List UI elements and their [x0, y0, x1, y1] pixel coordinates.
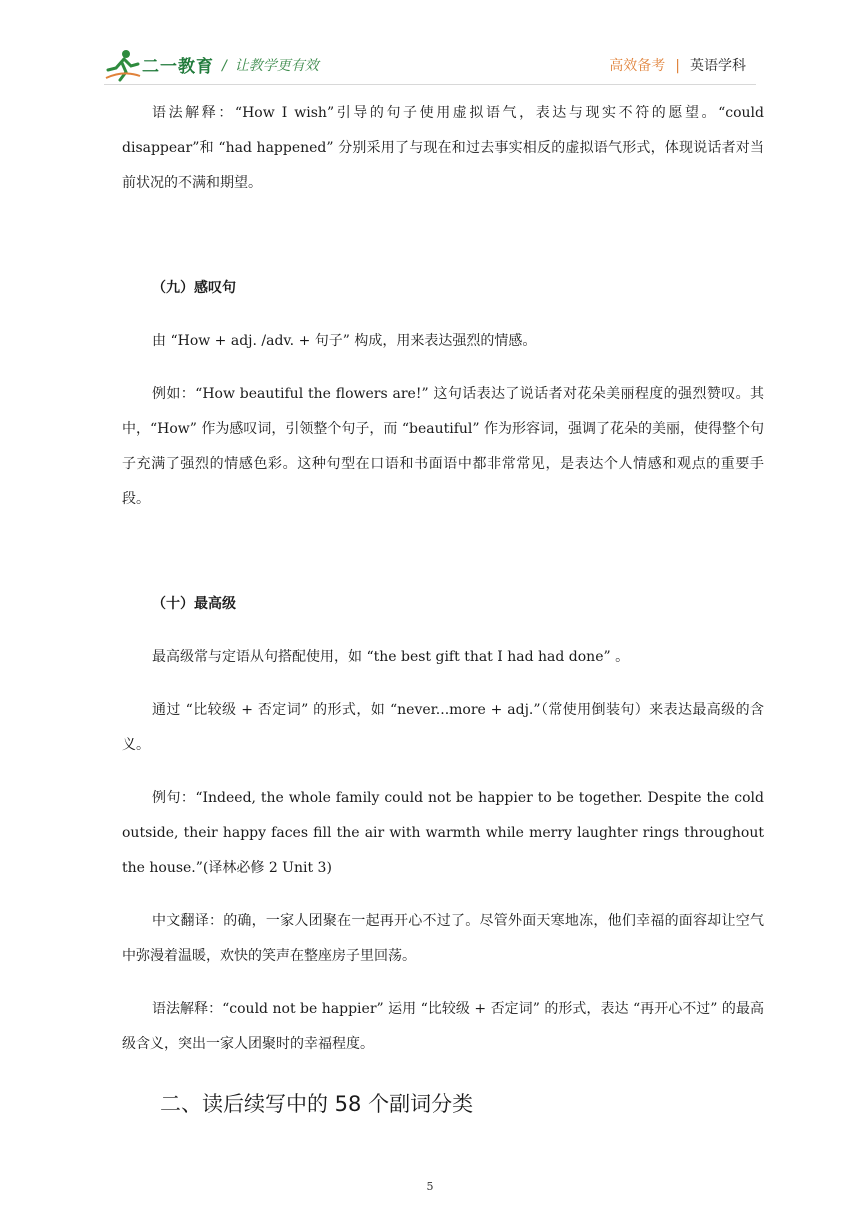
- spacer: [122, 675, 764, 693]
- page-header: [0, 0, 860, 90]
- page-content: [122, 96, 764, 1124]
- paragraph-grammar-happier: 语法解释：“could not be happier” 运用 “比较级 + 否定词” 的形式，表达 “再开心不过” 的最高级含义，突出一家人团聚时的幸福程度。: [122, 1001, 764, 1052]
- spacer: [122, 306, 764, 324]
- paragraph-grammar-wish: 语法解释：“How I wish”引导的句子使用虚拟语气，表达与现实不符的愿望。“could disappear”和 “had happened” 分别采用了与现在和过去事实相反的虚拟语气形式，体现说话者对当前状况的不满和期望。: [122, 105, 764, 191]
- paragraph-superlative-clause: 最高级常与定语从句搭配使用，如 “the best gift that I had had done” 。: [152, 649, 630, 665]
- spacer: [122, 1062, 764, 1084]
- spacer: [122, 886, 764, 904]
- section-title: 二、读后续写中的 58 个副词分类: [160, 1092, 474, 1116]
- paragraph-translation: 中文翻译：的确，一家人团聚在一起再开心不过了。尽管外面天寒地冻，他们幸福的面容却让空气中弥漫着温暖，欢快的笑声在整座房子里回荡。: [122, 913, 764, 964]
- paragraph-comparative-negative: 通过 “比较级 + 否定词” 的形式，如 “never...more + adj.”（常使用倒装句）来表达最高级的含义。: [122, 702, 764, 753]
- spacer: [122, 201, 764, 271]
- heading-exclamatory: （九）感叹句: [152, 280, 236, 296]
- spacer: [122, 359, 764, 377]
- header-right: [609, 55, 746, 75]
- paragraph-how-example: 例如：“How beautiful the flowers are!” 这句话表达了说话者对花朵美丽程度的强烈赞叹。其中，“How” 作为感叹词，引领整个句子，而 “beautiful” 作为形容词，强调了花朵的美丽，使得整个句子充满了强烈的情感色彩。这种句型在口语和书面语中都非常常见，是表达个人情感和观点的重要手段。: [122, 386, 764, 507]
- header-exam-label: 高效备考: [609, 58, 666, 74]
- page-number: 5: [426, 1180, 434, 1193]
- spacer: [122, 517, 764, 587]
- logo-text: 二一教育: [142, 57, 214, 77]
- spacer: [122, 974, 764, 992]
- heading-superlative: （十）最高级: [152, 596, 236, 612]
- header-subject-label: 英语学科: [690, 58, 746, 74]
- slogan-slash: /: [222, 58, 227, 74]
- spacer: [122, 763, 764, 781]
- header-divider: [104, 84, 756, 85]
- header-slogan: [222, 55, 319, 75]
- paragraph-example-sentence: 例句：“Indeed, the whole family could not be happier to be together. Despite the cold outside, their happy faces fill the air with warmth while merry laughter rings throughout the house.”(译林必修 2 Unit 3): [122, 790, 764, 876]
- paragraph-how-structure: 由 “How + adj. /adv. + 句子” 构成，用来表达强烈的情感。: [152, 333, 537, 349]
- spacer: [122, 622, 764, 640]
- header-separator: |: [675, 58, 680, 74]
- slogan-text: 让教学更有效: [234, 58, 319, 74]
